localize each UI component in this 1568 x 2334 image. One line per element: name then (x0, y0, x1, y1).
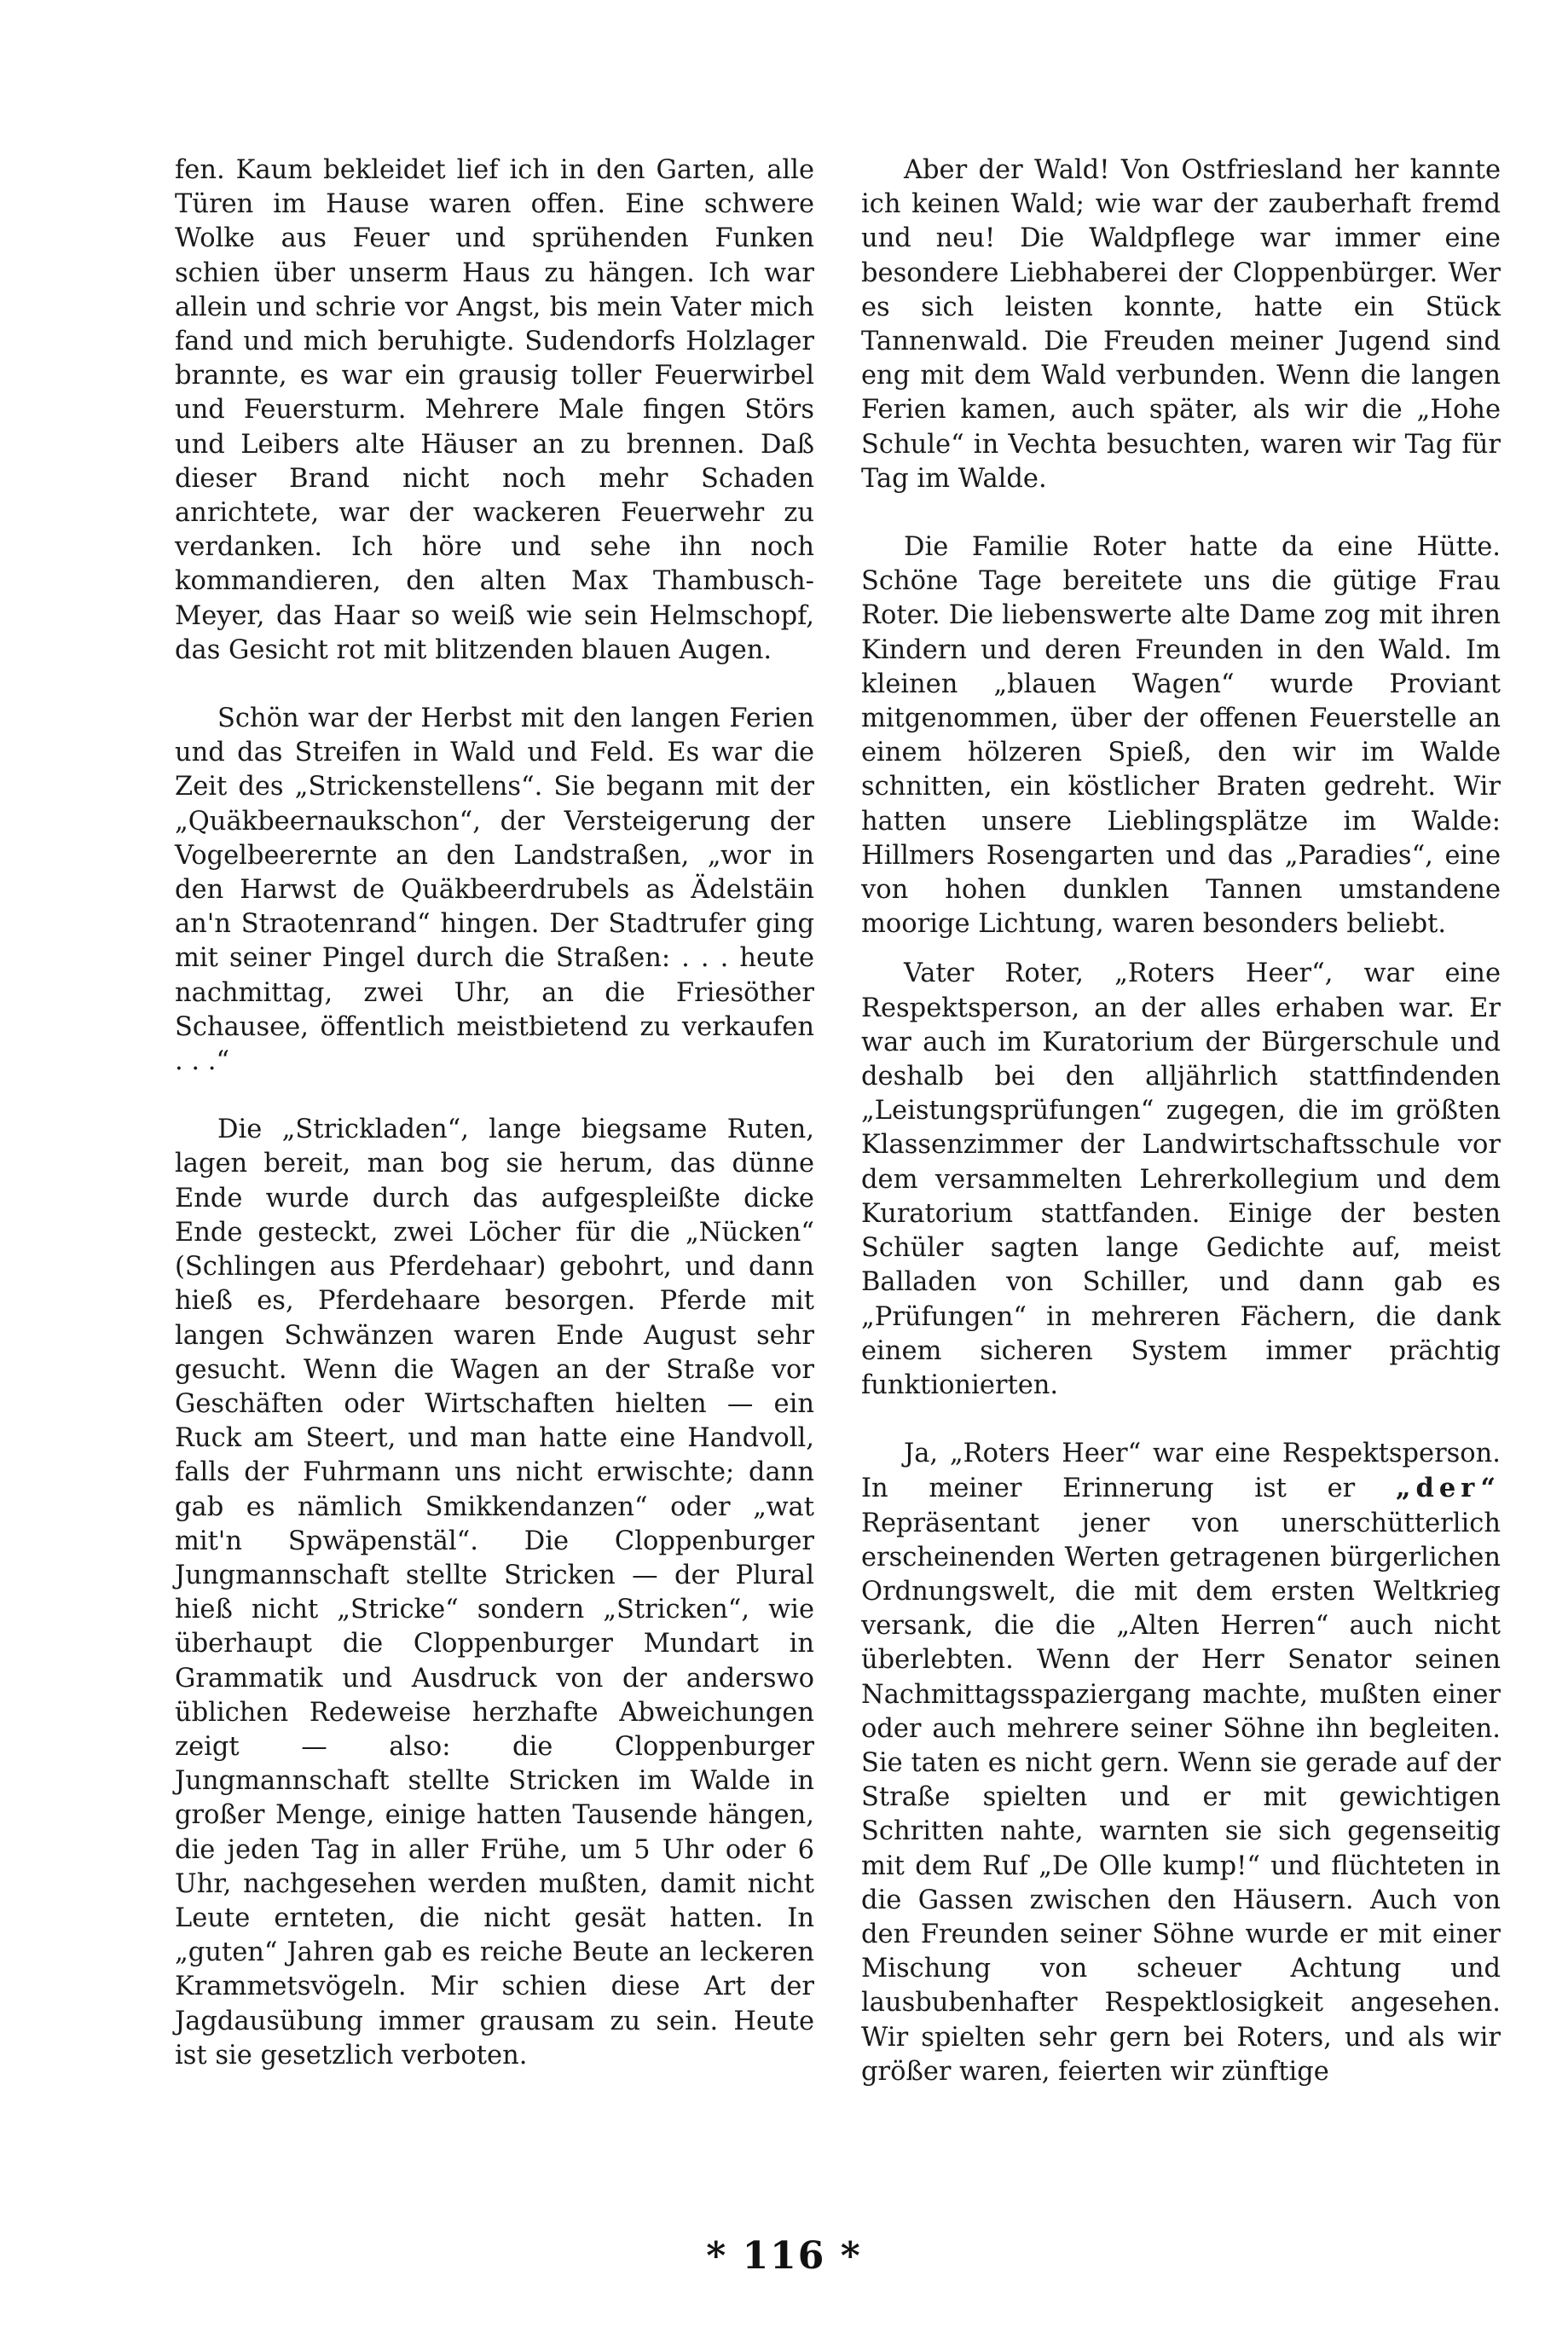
left-column (175, 153, 814, 2073)
paragraph-autumn: Schön war der Herbst mit den langen Ferien und das Streifen in Wald und Feld. Es war die Zeit des „Strickenstellens“. Sie begann mit der „Quäkbeernaukschon“, der Versteigerung der Vogelbeerernte an den Landstraßen, „wor in den Harwst de Quäkbeerdrubels as Ädelstäin an'n Straotenrand“ hingen. Der Stadtrufer ging mit seiner Pingel durch die Straßen: . . . heute nachmittag, zwei Uhr, an die Friesöther Schausee, öffentlich meistbietend zu verkaufen . . .“ (175, 704, 814, 1077)
paragraph-roters-heer-part-2: Repräsentant jener von unerschütterlich erscheinenden Werten getragenen bürgerlichen Ordnungswelt, die mit dem ersten Weltkrieg versank, die die „Alten Herren“ auch nicht überlebten. Wenn der Herr Senator seinen Nachmittagsspaziergang machte, mußten einer oder auch mehrere seiner Söhne ihn begleiten. Sie taten es nicht gern. Wenn sie gerade auf der Straße spielten und er mit gewichtigen Schritten nahte, warnten sie sich gegenseitig mit dem Ruf „De Olle kump!“ und flüchteten in die Gassen zwischen den Häusern. Auch von den Freunden seiner Söhne wurde er mit einer Mischung von scheuer Achtung und lausbubenhafter Respektlosigkeit angesehen. Wir spielten sehr gern bei Roters, und als wir größer waren, feierten wir zünftige (861, 1508, 1501, 2087)
page-number: * 116 * (706, 2234, 862, 2278)
paragraph-roters-heer-part-1: Ja, „Roters Heer“ war eine Respektsperson. In meiner Erinnerung ist er (861, 1439, 1501, 1504)
paragraph-fire: fen. Kaum bekleidet lief ich in den Garten, alle Türen im Hause waren offen. Eine schwere Wolke aus Feuer und sprühenden Funken schien über unserm Haus zu hängen. Ich war allein und schrie vor Angst, bis mein Vater mich fand und mich beruhigte. Sudendorfs Holzlager brannte, es war ein grausig toller Feuerwirbel und Feuersturm. Mehrere Male fingen Störs und Leibers alte Häuser an zu brennen. Daß dieser Brand nicht noch mehr Schaden anrichtete, war der wackeren Feuerwehr zu verdanken. Ich höre und sehe ihn noch kommandieren, den alten Max Thambusch-Meyer, das Haar so weiß wie sein Helmschopf, das Gesicht rot mit blitzenden blauen Augen. (175, 155, 814, 665)
paragraph-forest: Aber der Wald! Von Ostfriesland her kannte ich keinen Wald; wie war der zauberhaft fremd und neu! Die Waldpflege war immer eine besondere Liebhaberei der Cloppenbürger. Wer es sich leisten konnte, hatte ein Stück Tannenwald. Die Freuden meiner Jugend sind eng mit dem Wald verbunden. Wenn die langen Ferien kamen, auch später, als wir die „Hohe Schule“ in Vechta besuchten, waren wir Tag für Tag im Walde. (861, 155, 1501, 494)
right-column (861, 153, 1501, 2089)
paragraph-stricken: Die „Strickladen“, lange biegsame Ruten, lagen bereit, man bog sie herum, das dünne Ende wurde durch das aufgespleißte dicke Ende gesteckt, zwei Löcher für die „Nücken“ (Schlingen aus Pferdehaar) gebohrt, und dann hieß es, Pferdehaare besorgen. Pferde mit langen Schwänzen waren Ende August sehr gesucht. Wenn die Wagen an der Straße vor Geschäften oder Wirtschaften hielten — ein Ruck am Steert, und man hatte eine Handvoll, falls der Fuhrmann uns nicht erwischte; dann gab es nämlich Smikkendanzen“ oder „wat mit'n Spwäpenstäl“. Die Cloppenburger Jungmannschaft stellte Stricken — der Plural hieß nicht „Stricke“ sondern „Stricken“, wie überhaupt die Cloppenburger Mundart in Grammatik und Ausdruck von der anderswo üblichen Redeweise herzhafte Abweichungen zeigt — also: die Cloppenburger Jungmannschaft stellte Stricken im Walde in großer Menge, einige hatten Tausende hängen, die jeden Tag in aller Frühe, um 5 Uhr oder 6 Uhr, nachgesehen werden mußten, damit nicht Leute ernteten, die nicht gesät hatten. In „guten“ Jahren gab es reiche Beute an leckeren Krammetsvögeln. Mir schien diese Art der Jagdausübung immer grausam zu sein. Heute ist sie gesetzlich verboten. (175, 1115, 814, 2070)
paragraph-vater-roter: Vater Roter, „Roters Heer“, war eine Respektsperson, an der alles erhaben war. Er war auch im Kuratorium der Bürgerschule und deshalb bei den alljährlich stattfindenden „Leistungsprüfungen“ zugegen, die im größten Klassenzimmer der Landwirtschaftsschule vor dem versammelten Lehrerkollegium und dem Kuratorium stattfanden. Einige der besten Schüler sagten lange Gedichte auf, meist Balladen von Schiller, und dann gab es „Prüfungen“ in mehreren Fächern, die dank einem sicheren System immer prächtig funktionierten. (861, 959, 1501, 1400)
paragraph-family-roter: Die Familie Roter hatte da eine Hütte. Schöne Tage bereitete uns die gütige Frau Roter. Die liebenswerte alte Dame zog mit ihren Kindern und deren Freunden in den Wald. Im kleinen „blauen Wagen“ wurde Proviant mitgenommen, über der offenen Feuerstelle an einem hölzeren Spieß, den wir im Walde schnitten, ein köstlicher Braten gedreht. Wir hatten unsere Lieblingsplätze im Walde: Hillmers Rosengarten und das „Paradies“, eine von hohen dunklen Tannen umstandene moorige Lichtung, waren besonders beliebt. (861, 532, 1501, 940)
emphasis-der: „der“ (1395, 1473, 1501, 1504)
paragraph-roters-heer (861, 1437, 1501, 2089)
